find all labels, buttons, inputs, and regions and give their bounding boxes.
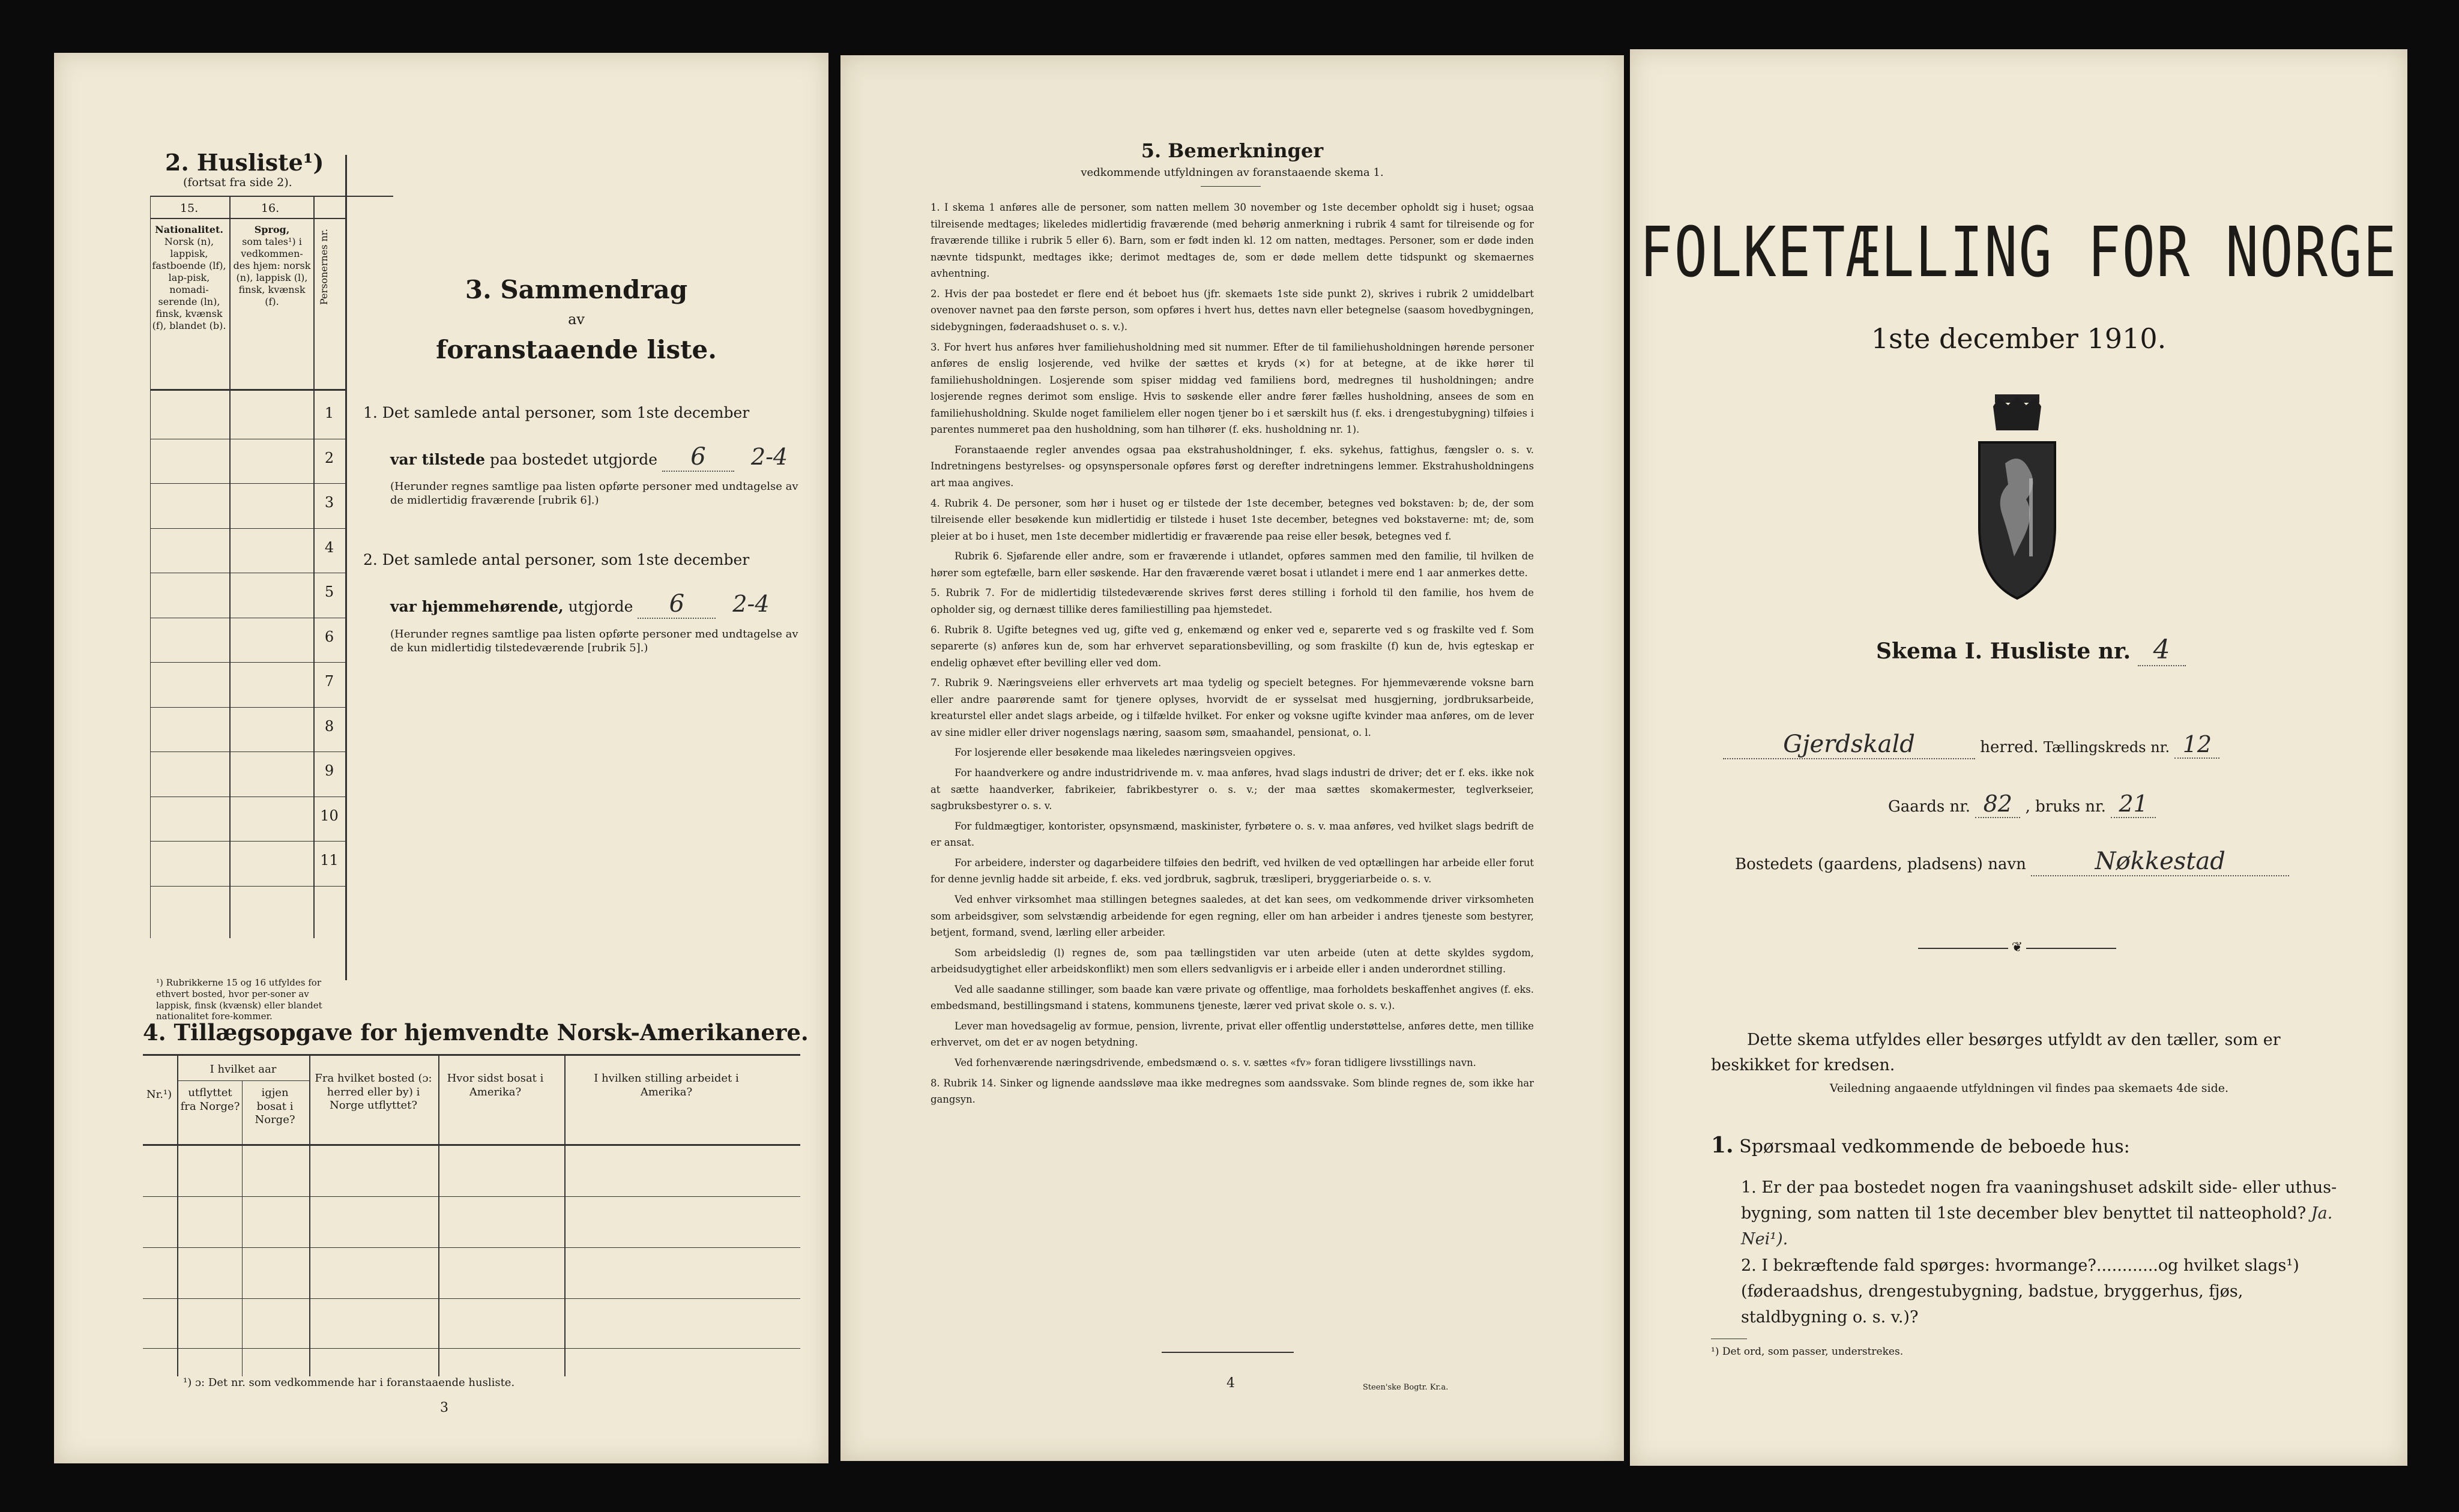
husliste-row-number: 6 (324, 628, 334, 645)
husliste-row-line (150, 886, 345, 887)
husliste-row-line (150, 662, 345, 663)
ornament-icon: ❦ (2008, 940, 2026, 955)
skema-line: Skema I. Husliste nr. 4 (1876, 634, 2186, 666)
tillaeg-col-hvor: Hvor sidst bosat i Amerika? (447, 1072, 544, 1098)
husliste-row-line (150, 841, 345, 842)
page-middle (840, 55, 1624, 1461)
husliste-row-number: 9 (324, 762, 334, 779)
husliste-row-line (150, 707, 345, 708)
husliste-row-line (150, 528, 345, 529)
sammendrag-item1-line2: var tilstede paa bostedet utgjorde 6 2-4 (390, 443, 788, 471)
page-number-4: 4 (1226, 1376, 1235, 1391)
bemerkning-paragraph: Rubrik 6. Sjøfarende eller andre, som er fraværende i utlandet, opføres sammen med den familie, til hvilken de hører som egtefælle, barn eller søskende. Har den fraværende været bosat i utlandet i mere end 1 aar anmerkes dette. (931, 550, 1534, 579)
sammendrag-item2-line2: var hjemmehørende, utgjorde 6 2-4 (390, 590, 770, 618)
bemerkning-paragraph: 3. For hvert hus anføres hver familiehusholdning med sit nummer. Efter de til familiehusholdningen hørende personer anføres de enslig losjerende, ved hvilke der sættes et kryds (×) for at betegne, at de ikke hører til familiehusholdningen. Losjerende som spiser middag ved familiens bord, medregnes til husholdningen; andre losjerende regnes derimot som enslige. Hvis to søskende eller andre fører fælles husholdning, ansees de som en familiehusholdning. Skulde noget familielem eller nogen tjener bo i et særskilt hus (f. eks. i drengestubygning) tilføies i parentes nummeret paa den husholdning, som han tilhører (f. eks. husholdning nr. 1). (931, 341, 1534, 436)
sammendrag-title: 3. Sammendrag (465, 275, 688, 304)
tillaeg-col-fra: Fra hvilket bosted (ɔ: herred eller by) i Norge utflyttet? (315, 1072, 432, 1112)
census-date: 1ste december 1910. (1871, 322, 2167, 355)
bosted-value: Nøkkestad (2031, 848, 2289, 876)
tilstede-value: 6 (662, 443, 734, 472)
husliste-row-number: 1 (324, 405, 334, 421)
page-left (54, 53, 828, 1463)
bemerkninger-subtitle: vedkommende utfyldningen av foranstaaende skema 1. (1081, 166, 1384, 179)
tillaeg-col-stilling: I hvilken stilling arbeidet i Amerika? (594, 1072, 739, 1098)
bemerkning-paragraph: Som arbeidsledig (l) regnes de, som paa tællingstiden var uten arbeide (uten at dette skyldes sygdom, arbeidsudygtighet eller arbeidskonflikt) men som ellers sedvanligvis er i arbeide eller i anden underordnet stilling. (931, 947, 1534, 975)
husliste-row-number: 5 (324, 583, 334, 600)
printer-mark: Steen'ske Bogtr. Kr.a. (1363, 1383, 1449, 1392)
husliste-row-line (150, 751, 345, 752)
bemerkning-paragraph: 8. Rubrik 14. Sinker og lignende aandssløve maa ikke medregnes som aandssvake. Som blinde regnes de, som ikke har gangsyn. (931, 1077, 1534, 1106)
instruction-text: Dette skema utfyldes eller besørges utfyldt av den tæller, som er beskikket for kredsen. (1711, 1031, 2281, 1074)
bemerkning-paragraph: Ved enhver virksomhet maa stillingen betegnes saaledes, at det kan sees, om vedkommende driver virksomheten som arbeidsgiver, som selvstændig arbeidende for egen regning, eller om han arbeider i andres tjeneste som bestyrer, betjent, formand, svend, lærling eller arbeider. (931, 893, 1534, 939)
bemerkning-paragraph: Ved alle saadanne stillinger, som baade kan være private og offentlige, maa forholdets beskaffenhet angives (f. eks. embedsmand, bestillingsmand i statens, kommunens tjeneste, lærer ved privat skole o. s. v.). (931, 983, 1534, 1012)
col16-header: Sprog, som tales¹) i vedkommen-des hjem: norsk (n), lappisk (l), finsk, kvænsk (f). (233, 224, 311, 307)
herred-value: Gjerdskald (1723, 730, 1975, 759)
sammendrag-subtitle: foranstaaende liste. (436, 335, 717, 364)
q1-answer: Ja. Nei¹). (1741, 1204, 2333, 1249)
bemerkning-paragraph: For losjerende eller besøkende maa likeledes næringsveien opgives. (955, 747, 1296, 759)
bemerkning-paragraph: For haandverkere og andre industridrivende m. v. maa anføres, hvad slags industri de driver; det er f. eks. ikke nok at sætte haandverker, fabrikeier, fabrikbestyrer o. s. v.; der maa sættes skomakermester, teglverkseier, sagbruksbestyrer o. s. v. (931, 767, 1534, 812)
questions-heading: 1. Spørsmaal vedkommende de beboede hus: (1711, 1133, 2130, 1158)
col-personer-header: Personernes nr. (318, 229, 330, 305)
page-number-3: 3 (440, 1400, 448, 1415)
gaard-line: Gaards nr. 82 , bruks nr. 21 (1888, 791, 2156, 818)
bosted-line: Bostedets (gaardens, pladsens) navn Nøkkestad (1735, 848, 2289, 876)
tilstede-range: 2-4 (750, 444, 788, 470)
husliste-footnote: ¹) Rubrikkerne 15 og 16 utfyldes for ethvert bosted, hvor per-soner av lappisk, finsk (kvænsk) eller blandet nationalitet fore-kommer. (156, 977, 322, 1022)
sammendrag-av: av (568, 311, 585, 328)
question-2: 2. I bekræftende fald spørges: hvormange?............og hvilket slags¹) (føderaadshus, drengestubygning, badstue, bryggerhus, fjøs, staldbygning o. s. v.)? (1741, 1256, 2299, 1327)
bemerkning-paragraph: Ved forhenværende næringsdrivende, embedsmænd o. s. v. sættes «fv» foran tidligere livsstillings navn. (955, 1057, 1476, 1068)
instruction-small: Veiledning angaaende utfyldningen vil findes paa skemaets 4de side. (1829, 1082, 2229, 1095)
question-1: 1. Er der paa bostedet nogen fra vaaningshuset adskilt side- eller uthus-bygning, som natten til 1ste december blev benyttet til natteophold? Ja. Nei¹). (1741, 1178, 2337, 1249)
bemerkning-paragraph: For fuldmægtiger, kontorister, opsynsmænd, maskinister, fyrbøtere o. s. v. maa anføres, ved hvilket slags bedrift de er ansat. (931, 820, 1534, 849)
bemerkning-paragraph: 7. Rubrik 9. Næringsveiens eller erhvervets art maa tydelig og specielt betegnes. For hjemmeværende voksne barn eller andre paarørende samt for tjenere oplyses, hvorvidt de er sysselsat med husgjerning, jordbruksarbeide, kreaturstel eller andet slags arbeide, og i tilfælde hvilket. For enker og voksne ugifte kvinder maa anføres, om de lever av sine midler eller driver nogenslags næring, saasom søm, smaahandel, pensionat, o. l. (931, 677, 1534, 738)
husliste-nr-value: 4 (2138, 634, 2186, 666)
husliste-row-number: 10 (320, 807, 339, 824)
herred-line: Gjerdskald herred. Tællingskreds nr. 12 (1723, 730, 2219, 759)
coat-of-arms-icon (1972, 394, 2062, 610)
husliste-row-line (150, 483, 345, 484)
bemerkning-paragraph: 2. Hvis der paa bostedet er flere end ét beboet hus (jfr. skemaets 1ste side punkt 2), skrives i rubrik 2 umiddelbart ovenover navnet paa den første person, som opføres i hvert hus, dettes navn eller betegnelse (saasom hovedbygningen, sidebygningen, føderaadshuset o. s. v.). (931, 288, 1534, 333)
sammendrag-item1: 1. Det samlede antal personer, som 1ste december (363, 404, 750, 421)
husliste-row-number: 2 (324, 449, 334, 466)
census-title: FOLKETÆLLING FOR NORGE (1640, 212, 2398, 293)
husliste-row-number: 7 (324, 673, 334, 690)
husliste-subtitle: (fortsat fra side 2). (183, 176, 292, 189)
bemerkninger-title: 5. Bemerkninger (1141, 139, 1324, 162)
bemerkning-paragraph: For arbeidere, inderster og dagarbeidere tilføies den bedrift, ved hvilken de ved optællingen har arbeide eller forut for denne jevnlig hadde sit arbeide, f. eks. ved jordbruk, sagbruk, træsliperi, bryggeriarbeide o. s. v. (931, 857, 1534, 885)
husliste-title: 2. Husliste¹) (165, 149, 324, 176)
tillaeg-col-utflyttet: utflyttet fra Norge? (180, 1086, 240, 1113)
bruks-value: 21 (2111, 791, 2156, 818)
kreds-value: 12 (2174, 731, 2219, 759)
tillaeg-col-igjen: igjen bosat i Norge? (255, 1086, 295, 1126)
bemerkning-paragraph: 4. Rubrik 4. De personer, som hør i huset og er tilstede der 1ste december, betegnes ved bokstaven: b; de, der som tilreisende eller besøkende kun midlertidig er tilstede i huset 1ste december, betegnes ved bokstaverne: mt; de, som pleier at bo i huset, men 1ste december midlertidig er fraværende paa reise eller besøk, betegnes ved f. (931, 497, 1534, 542)
col15-header: Nationalitet. Norsk (n), lappisk, fastboende (lf), lap-pisk, nomadi-serende (ln), finsk, kvænsk (f), blandet (b). (152, 224, 226, 331)
bemerkninger-list (931, 199, 1534, 1112)
husliste-row-number: 3 (324, 494, 334, 511)
col16-number: 16. (261, 202, 280, 215)
husliste-row-number: 8 (324, 717, 334, 735)
sammendrag-item1-note: (Herunder regnes samtlige paa listen opførte personer med undtagelse av de midlertidig fraværende [rubrik 6].) (390, 480, 798, 507)
hjemmehorende-value: 6 (638, 590, 716, 619)
page3-footnote: ¹) Det ord, som passer, understrekes. (1711, 1346, 1904, 1358)
page-right (1630, 49, 2407, 1466)
bemerkning-paragraph: 1. I skema 1 anføres alle de personer, som natten mellem 30 november og 1ste december opholdt sig i huset; ogsaa tilreisende medtages; likeledes midlertidig fraværende (med behørig anmerkning i rubrik 4 samt for tilreisende og for fraværende tillike i rubrik 5 eller 6). Barn, som er født inden kl. 12 om natten, medtages. Personer, som er døde inden nævnte tidspunkt, medtages ikke; derimot medtages de, som er døde mellem dette tidspunkt og skemaernes avhentning. (931, 202, 1534, 280)
bemerkning-paragraph: Foranstaaende regler anvendes ogsaa paa ekstrahusholdninger, f. eks. sykehus, fattighus, fængsler o. s. v. Indretningens bestyrelses- og opsynspersonale opføres først og derefter indretningens lemmer. Ekstrahusholdningens art maa angives. (931, 444, 1534, 489)
gaards-value: 82 (1975, 791, 2020, 818)
tillaeg-col-nr: Nr.¹) (146, 1088, 172, 1101)
col15-number: 15. (180, 202, 199, 215)
husliste-row-number: 11 (320, 852, 339, 869)
hjemmehorende-range: 2-4 (732, 591, 770, 617)
sammendrag-item2: 2. Det samlede antal personer, som 1ste december (363, 551, 750, 568)
sammendrag-item2-note: (Herunder regnes samtlige paa listen opførte personer med undtagelse av de kun midlertidig tilstedeværende [rubrik 5].) (390, 628, 798, 654)
tillaeg-col-group: I hvilket aar (210, 1063, 277, 1076)
husliste-row-number: 4 (324, 538, 334, 556)
bemerkning-paragraph: 5. Rubrik 7. For de midlertidig tilstedeværende skrives først deres stilling i forhold til den familie, hos hvem de opholder sig, og dernæst tillike deres familiestilling paa hjemstedet. (931, 587, 1534, 615)
bemerkning-paragraph: Lever man hovedsagelig av formue, pension, livrente, privat eller offentlig understøttelse, anføres dette, men tillike erhvervet, om det er av nogen betydning. (931, 1020, 1534, 1049)
tillaeg-title: 4. Tillægsopgave for hjemvendte Norsk-Amerikanere. (143, 1019, 809, 1046)
bemerkning-paragraph: 6. Rubrik 8. Ugifte betegnes ved ug, gifte ved g, enkemænd og enker ved e, separerte ved s og fraskilte ved f. Som separerte (s) anføres kun de, som har erhvervet separationsbevilling, og som fraskilte (f) kun de, hvis egteskap er endelig ophævet efter bevilling eller ved dom. (931, 624, 1534, 669)
tillaeg-footnote: ¹) ɔ: Det nr. som vedkommende har i foranstaaende husliste. (183, 1376, 515, 1389)
